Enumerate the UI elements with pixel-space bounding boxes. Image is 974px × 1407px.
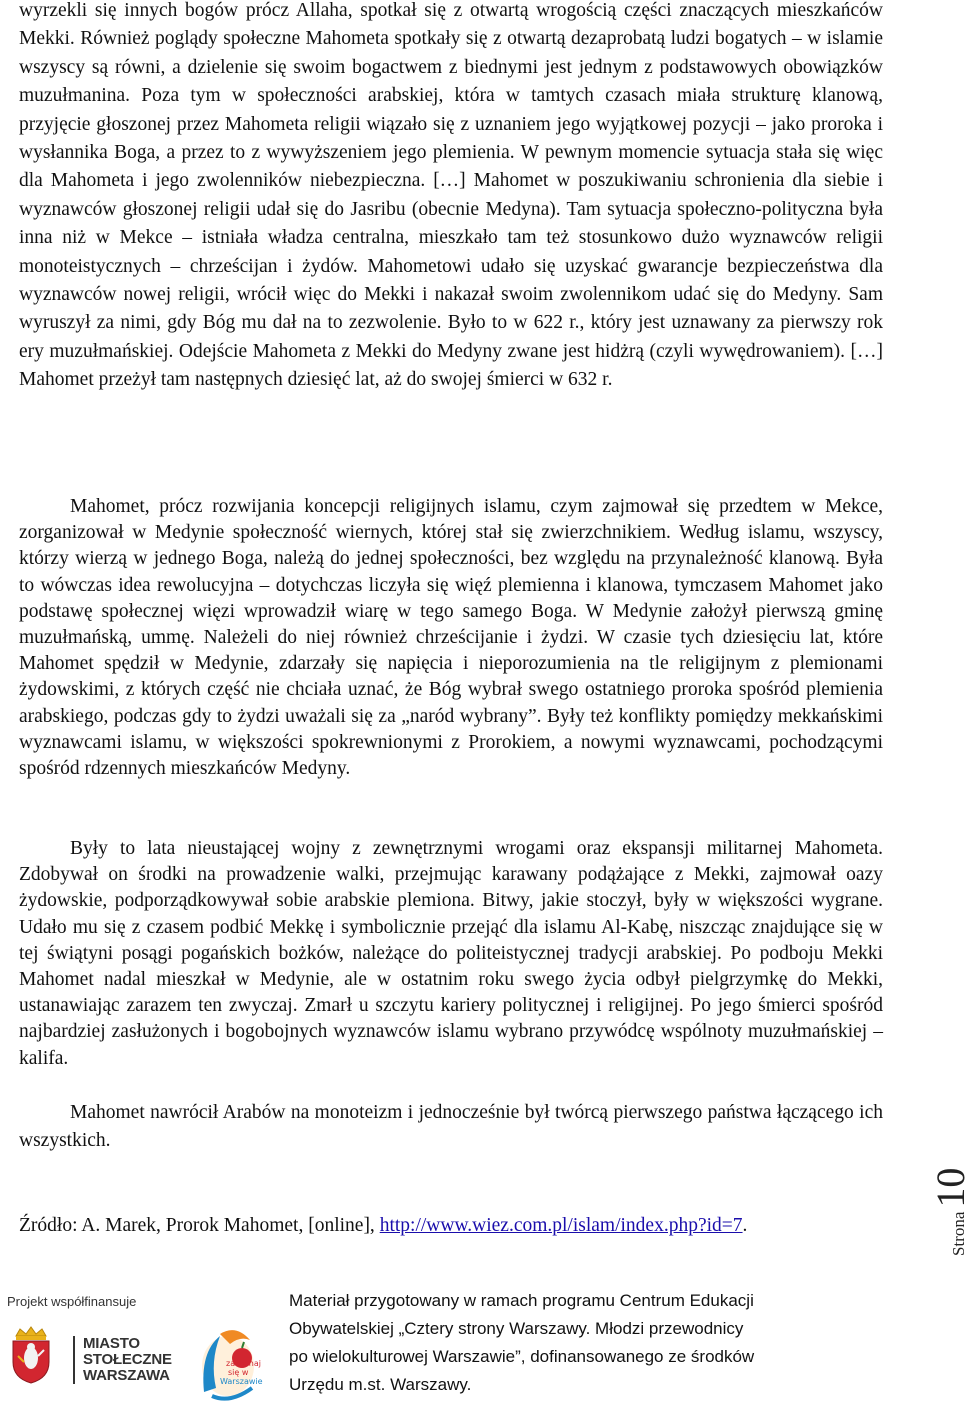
svg-text:się w: się w [228,1368,249,1377]
project-note [289,1287,929,1399]
page-number [927,1056,973,1256]
city-line-1: MIASTO [83,1335,140,1352]
campaign-logo-icon [190,1322,265,1404]
source-link[interactable]: http://www.wiez.com.pl/islam/index.php?id=7 [379,1215,743,1236]
paragraph-4: Mahomet nawrócił Arabów na monoteizm i jednocześnie był twórcą pierwszego państwa łączącego ich wszystkich. [19,1102,883,1151]
project-note-line-1: Materiał przygotowany w ramach programu Centrum Edukacji [289,1291,754,1310]
project-note-line-4: Urzędu m.st. Warszawy. [289,1375,472,1394]
source-suffix: . [742,1215,748,1236]
svg-text:Warszawie: Warszawie [220,1377,263,1386]
city-name-logo [73,1336,172,1384]
svg-text:zakochaj: zakochaj [226,1359,261,1368]
page-label: Strona [949,1211,968,1256]
warsaw-crest-icon [10,1326,52,1384]
page-number-value: 10 [928,1167,973,1208]
city-line-2: STOŁECZNE [83,1351,172,1368]
city-line-3: WARSZAWA [83,1367,170,1384]
project-note-line-3: po wielokulturowej Warszawie”, dofinansowanego ze środków [289,1347,755,1366]
cofinanced-label: Projekt współfinansuje [7,1294,137,1309]
source-prefix: Źródło: A. Marek, Prorok Mahomet, [online], [19,1215,380,1236]
paragraph-3: Były to lata nieustającej wojny z zewnętrznymi wrogami oraz ekspansji militarnej Mahometa. Zdobywał on środki na prowadzenie walki, przejmując karawany podążające z Mekki, zajmował oazy żydowskie, podporządkowywał sobie arabskie plemiona. Bitwy, jakie stoczył, były w większości wygrane. Udało mu się z czasem podbić Mekkę i symbolicznie przejąć dla islamu Al-Kabę, niszcząc znajdujące się w tej świątyni posągi pogańskich bożków, należące do politeistycznej tradycji arabskiej. Po podboju Mekki Mahomet nadal mieszkał w Medynie, ale w ostatnim roku swego życia odbył pielgrzymkę do Mekki, ustanawiając zarazem ten zwyczaj. Zmarł u szczytu kariery politycznej i religijnej. Po jego śmierci spośród najbardziej zasłużonych i bogobojnych wyznawców islamu wybrano przywódcę wspólnoty muzułmańskiej – kalifa. [19,838,883,1069]
sponsor-logos [7,1294,267,1404]
paragraph-2: Mahomet, prócz rozwijania koncepcji religijnych islamu, czym zajmował się przedtem w Mekce, zorganizował w Medynie społeczność wiernych, której stał się zwierzchnikiem. Według islamu, wszyscy, którzy wierzą w jednego Boga, należą do jednej społeczności, bez względu na przynależność klanową. Była to wówczas idea rewolucyjna – dotychczas liczyła się więź plemienna i klanowa, tymczasem Mahomet jako podstawę społecznej więzi wprowadził wiarę w tego samego Boga. W Medynie założył pierwszą gminę muzułmańską, ummę. Należeli do niej również chrześcijanie i żydzi. W czasie tych dziesięciu lat, które Mahomet spędził w Medynie, zdarzały się napięcia i nieporozumienia na tle religijnym z plemionami żydowskimi, z których część nie chciała uznać, że Bóg wybrał swego ostatniego proroka spośród plemienia arabskiego, podczas gdy to żydzi uważali się za „naród wybrany”. Były też konflikty pomiędzy mekkańskimi wyznawcami islamu, w większości spokrewnionymi z Prorokiem, a nowymi wyznawcami, pochodzącymi spośród rdzennych mieszkańców Medyny. [19,496,883,780]
project-note-line-2: Obywatelskiej „Cztery strony Warszawy. Młodzi przewodnicy [289,1319,744,1338]
paragraph-1: wyrzekli się innych bogów prócz Allaha, spotkał się z otwartą wrogością części znaczących mieszkańców Mekki. Również poglądy społeczne Mahometa spotkały się z otwartą dezaprobatą ludzi bogatych – w islamie wszyscy są równi, a dzielenie się swoim bogactwem z biednymi jest jednym z podstawowych obowiązków muzułmanina. Poza tym w społeczności arabskiej, która w tamtych czasach miała strukturę klanową, przyjęcie głoszonej przez Mahometa religii wiązało się z uznaniem jego wyjątkowej pozycji – jako proroka i wysłannika Boga, a przez to z wywyższeniem jego plemienia. W pewnym momencie sytuacja stała się więc dla Mahometa i jego zwolenników niebezpieczna. […] Mahomet w poszukiwaniu schronienia dla siebie i wyznawców głoszonej religii udał się do Jasribu (obecnie Medyna). Tam sytuacja społeczno-polityczna była inna niż w Mekce – istniała władza centralna, mieszkało tam też stosunkowo dużo wyznawców religii monoteistycznych – chrześcijan i żydów. Mahometowi udało się uzyskać gwarancje bezpieczeństwa dla wyznawców nowej religii, wrócił więc do Mekki i nakazał swoim zwolennikom udać się do Medyny. Sam wyruszył za nimi, gdy Bóg mu dał na to zezwolenie. Było to w 622 r., który jest uznawany za pierwszy rok ery muzułmańskiej. Odejście Mahometa z Mekki do Medyny zwane jest hidżrą (czyli wywędrowaniem). […] Mahomet przeżył tam następnych dziesięć lat, aż do swojej śmierci w 632 r. [19,0,883,391]
source-citation [19,1215,899,1237]
